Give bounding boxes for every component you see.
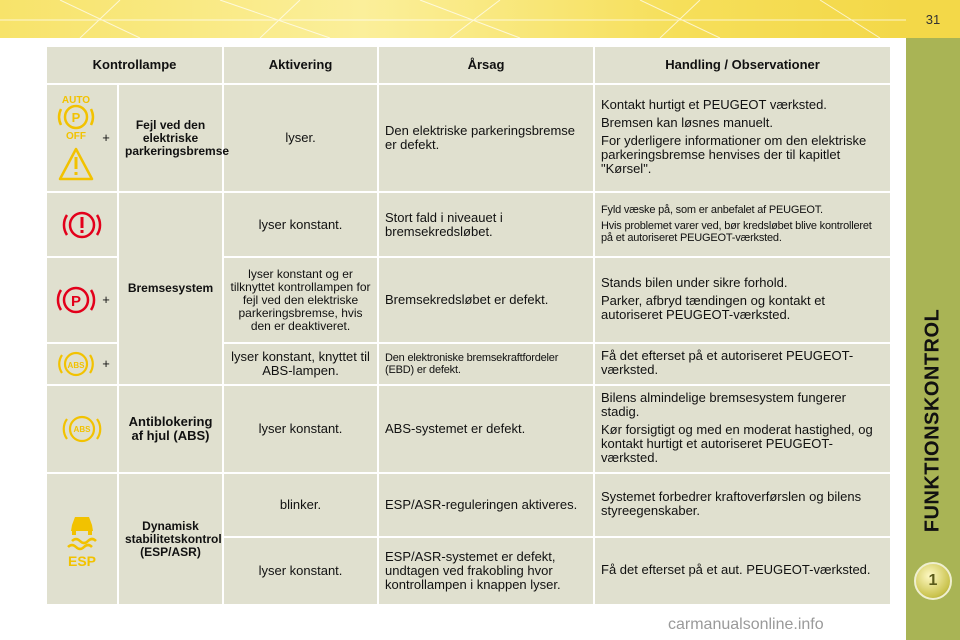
plus-sign: + [102,130,110,145]
action-line: Parker, afbryd tændingen og kontakt et autoriseret PEUGEOT-værksted. [601,293,826,322]
section-title [908,290,958,550]
brake-3-cause: Den elektroniske bremsekraftfordeler (EBD) er defekt. [379,344,593,384]
abs-warning-icon [60,411,104,447]
header-handling: Handling / Observationer [595,47,890,83]
svg-text:AUTO: AUTO [62,95,91,106]
abs-actions [595,386,890,472]
action-line: Få det efterset på et autoriseret PEUGEOT-værksted. [601,348,854,377]
action-line: Kør forsigtigt og med en moderat hastighed, og kontakt hurtigt et autoriseret PEUGEOT-værksted. [601,422,873,465]
abs-name: Antiblokering af hjul (ABS) [119,386,222,472]
header-decoration [0,0,906,38]
parking-brake-red-icon [54,280,98,320]
page-number: 31 [906,0,960,38]
brake-2-activation: lyser konstant og er tilknyttet kontrollampen for fejl ved den elektriske parkeringsbremse, hvis den er deaktiveret. [224,258,377,342]
header-band [0,0,906,38]
parking-brake-name: Fejl ved den elektriske parkeringsbremse [119,85,222,191]
brake-system-name: Bremsesystem [119,193,222,384]
action-line: Fyld væske på, som er anbefalet af PEUGEOT. [601,203,823,216]
esp-2-activation: lyser konstant. [224,538,377,604]
svg-text:ESP: ESP [67,553,97,569]
brake-1-actions [595,193,890,256]
action-line: Kontakt hurtigt et PEUGEOT værksted. [601,97,827,112]
brake-abs-icon-cell [47,344,117,384]
watermark: carmanualsonline.info [668,616,824,633]
svg-text:P: P [71,293,82,310]
auto-parking-brake-icon [54,93,98,183]
svg-text:P: P [71,110,81,125]
parking-brake-actions [595,85,890,191]
brake-1-cause: Stort fald i niveauet i bremsekredsløbet. [379,193,593,256]
esp-2-cause: ESP/ASR-systemet er defekt, undtagen ved frakobling hvor kontrollampen i knappen lyser. [379,538,593,604]
svg-text:ABS: ABS [73,425,91,434]
abs-activation: lyser konstant. [224,386,377,472]
brake-2-actions [595,258,890,342]
brake-1-activation: lyser konstant. [224,193,377,256]
svg-text:ABS: ABS [67,361,85,370]
esp-name: Dynamisk stabilitetskontrol (ESP/ASR) [119,474,222,604]
header-aktivering: Aktivering [224,47,377,83]
brake-warning-icon [60,205,104,245]
chapter-badge: 1 [914,562,952,600]
brake-3-activation: lyser konstant, knyttet til ABS-lampen. [224,344,377,384]
brake-icon-cell [47,193,117,256]
svg-text:OFF: OFF [66,131,87,142]
esp-2-actions [595,538,890,604]
section-title-text: FUNKTIONSKONTROL [921,308,944,532]
warning-lamps-table [45,45,892,606]
esp-1-activation: blinker. [224,474,377,536]
plus-sign: + [102,292,110,307]
abs-cause: ABS-systemet er defekt. [379,386,593,472]
brake-2-cause: Bremsekredsløbet er defekt. [379,258,593,342]
parking-brake-activation: lyser. [224,85,377,191]
action-line: Stands bilen under sikre forhold. [601,275,788,290]
brake-3-actions [595,344,890,384]
parking-brake-cause: Den elektriske parkeringsbremse er defekt. [379,85,593,191]
esp-icon-cell [47,474,117,604]
header-kontrollampe: Kontrollampe [47,47,222,83]
table-row-brake-1 [47,193,890,256]
abs-icon-cell [47,386,117,472]
abs-icon [54,348,98,380]
action-line: For yderligere informationer om den elektriske parkeringsbremse henvises der til kapitlet "Kørsel". [601,133,867,176]
header-arsag: Årsag [379,47,593,83]
action-line: Systemet forbedrer kraftoverførslen og bilens styreegenskaber. [601,489,862,518]
action-line: Bremsen kan løsnes manuelt. [601,115,773,130]
action-line: Hvis problemet varer ved, bør kredsløbet blive kontrolleret på et autoriseret PEUGEOT-værksted. [601,219,872,244]
parking-brake-icon-cell [47,85,117,191]
esp-1-actions [595,474,890,536]
table-row-esp-1 [47,474,890,536]
action-line: Bilens almindelige bremsesystem fungerer stadig. [601,390,846,419]
plus-sign: + [102,356,110,371]
esp-icon [60,509,104,569]
table-header-row [47,47,890,83]
brake-parking-icon-cell [47,258,117,342]
table-row-parking-brake [47,85,890,191]
table-row-abs [47,386,890,472]
esp-1-cause: ESP/ASR-reguleringen aktiveres. [379,474,593,536]
action-line: Få det efterset på et aut. PEUGEOT-værksted. [601,562,871,577]
